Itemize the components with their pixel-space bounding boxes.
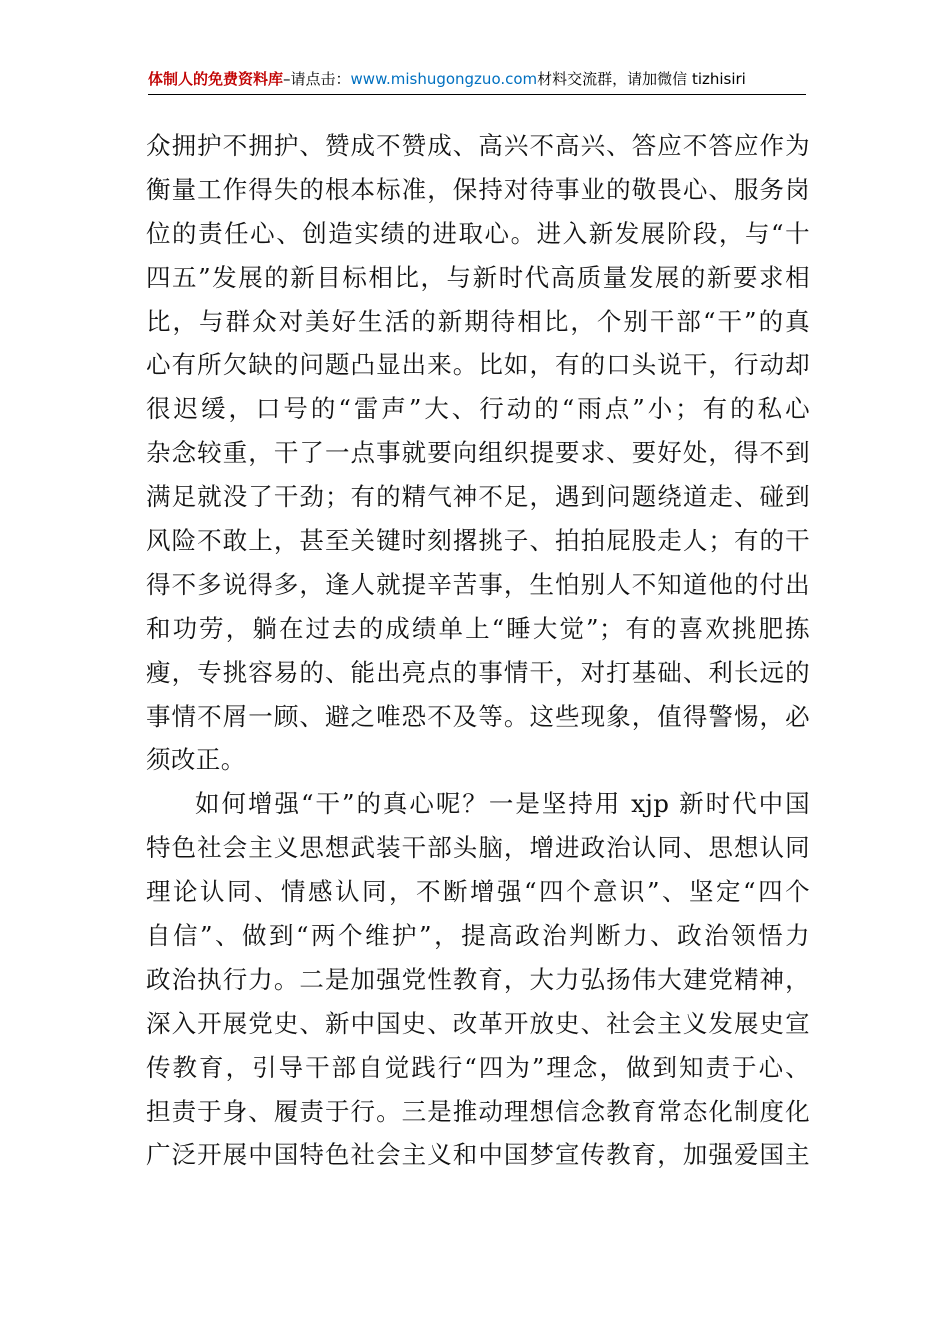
text-line: 深入开展党史、新中国史、改革开放史、社会主义发展史宣 [146,1008,810,1038]
header-brand: 体制人的免费资料库 [148,70,284,88]
text-line: 和功劳，躺在过去的成绩单上“睡大觉”；有的喜欢挑肥拣 [146,613,810,643]
text-line: 众拥护不拥护、赞成不赞成、高兴不高兴、答应不答应作为 [146,131,810,160]
text-line: 很迟缓，口号的“雷声”大、行动的“雨点”小；有的私心 [146,394,810,424]
text-line: 心有所欠缺的问题凸显出来。比如，有的口头说干，行动却 [146,350,810,380]
text-line: 广泛开展中国特色社会主义和中国梦宣传教育，加强爱国主 [146,1140,810,1170]
header-link[interactable]: www.mishugongzuo.com [350,70,538,88]
text-line: 杂念较重，干了一点事就要向组织提要求、要好处，得不到 [146,438,810,468]
text-line-paragraph-end: 须改正。 [146,745,246,775]
text-line: 传教育，引导干部自觉践行“四为”理念，做到知责于心、 [146,1052,810,1082]
page-header [148,68,806,95]
text-line: 位的责任心、创造实绩的进取心。进入新发展阶段，与“十 [146,218,810,248]
text-line: 瘦，专挑容易的、能出亮点的事情干，对打基础、利长远的 [146,657,810,687]
text-line: 四五”发展的新目标相比，与新时代高质量发展的新要求相 [146,262,810,292]
header-wechat-note: 材料交流群，请加微信 tizhisiri [537,70,746,88]
text-line-paragraph-start: 如何增强“干”的真心呢？一是坚持用 xjp 新时代中国 [195,789,810,819]
text-line: 满足就没了干劲；有的精气神不足，遇到问题绕道走、碰到 [146,482,810,512]
text-line: 理论认同、情感认同，不断增强“四个意识”、坚定“四个 [146,877,810,907]
text-line: 担责于身、履责于行。三是推动理想信念教育常态化制度化 [146,1096,810,1126]
text-line: 自信”、做到“两个维护”，提高政治判断力、政治领悟力 [146,921,810,951]
text-line: 比，与群众对美好生活的新期待相比，个别干部“干”的真 [146,306,810,336]
text-line: 特色社会主义思想武装干部头脑，增进政治认同、思想认同 [146,833,810,863]
text-line: 事情不屑一顾、避之唯恐不及等。这些现象，值得警惕，必 [146,701,810,731]
header-prompt: –请点击： [283,70,351,88]
text-line: 政治执行力。二是加强党性教育，大力弘扬伟大建党精神， [146,964,810,994]
text-line: 得不多说得多，逢人就提辛苦事，生怕别人不知道他的付出 [146,569,810,599]
document-body [146,124,810,1177]
text-line: 风险不敢上，甚至关键时刻撂挑子、拍拍屁股走人；有的干 [146,526,810,556]
text-line: 衡量工作得失的根本标准，保持对待事业的敬畏心、服务岗 [146,174,810,204]
